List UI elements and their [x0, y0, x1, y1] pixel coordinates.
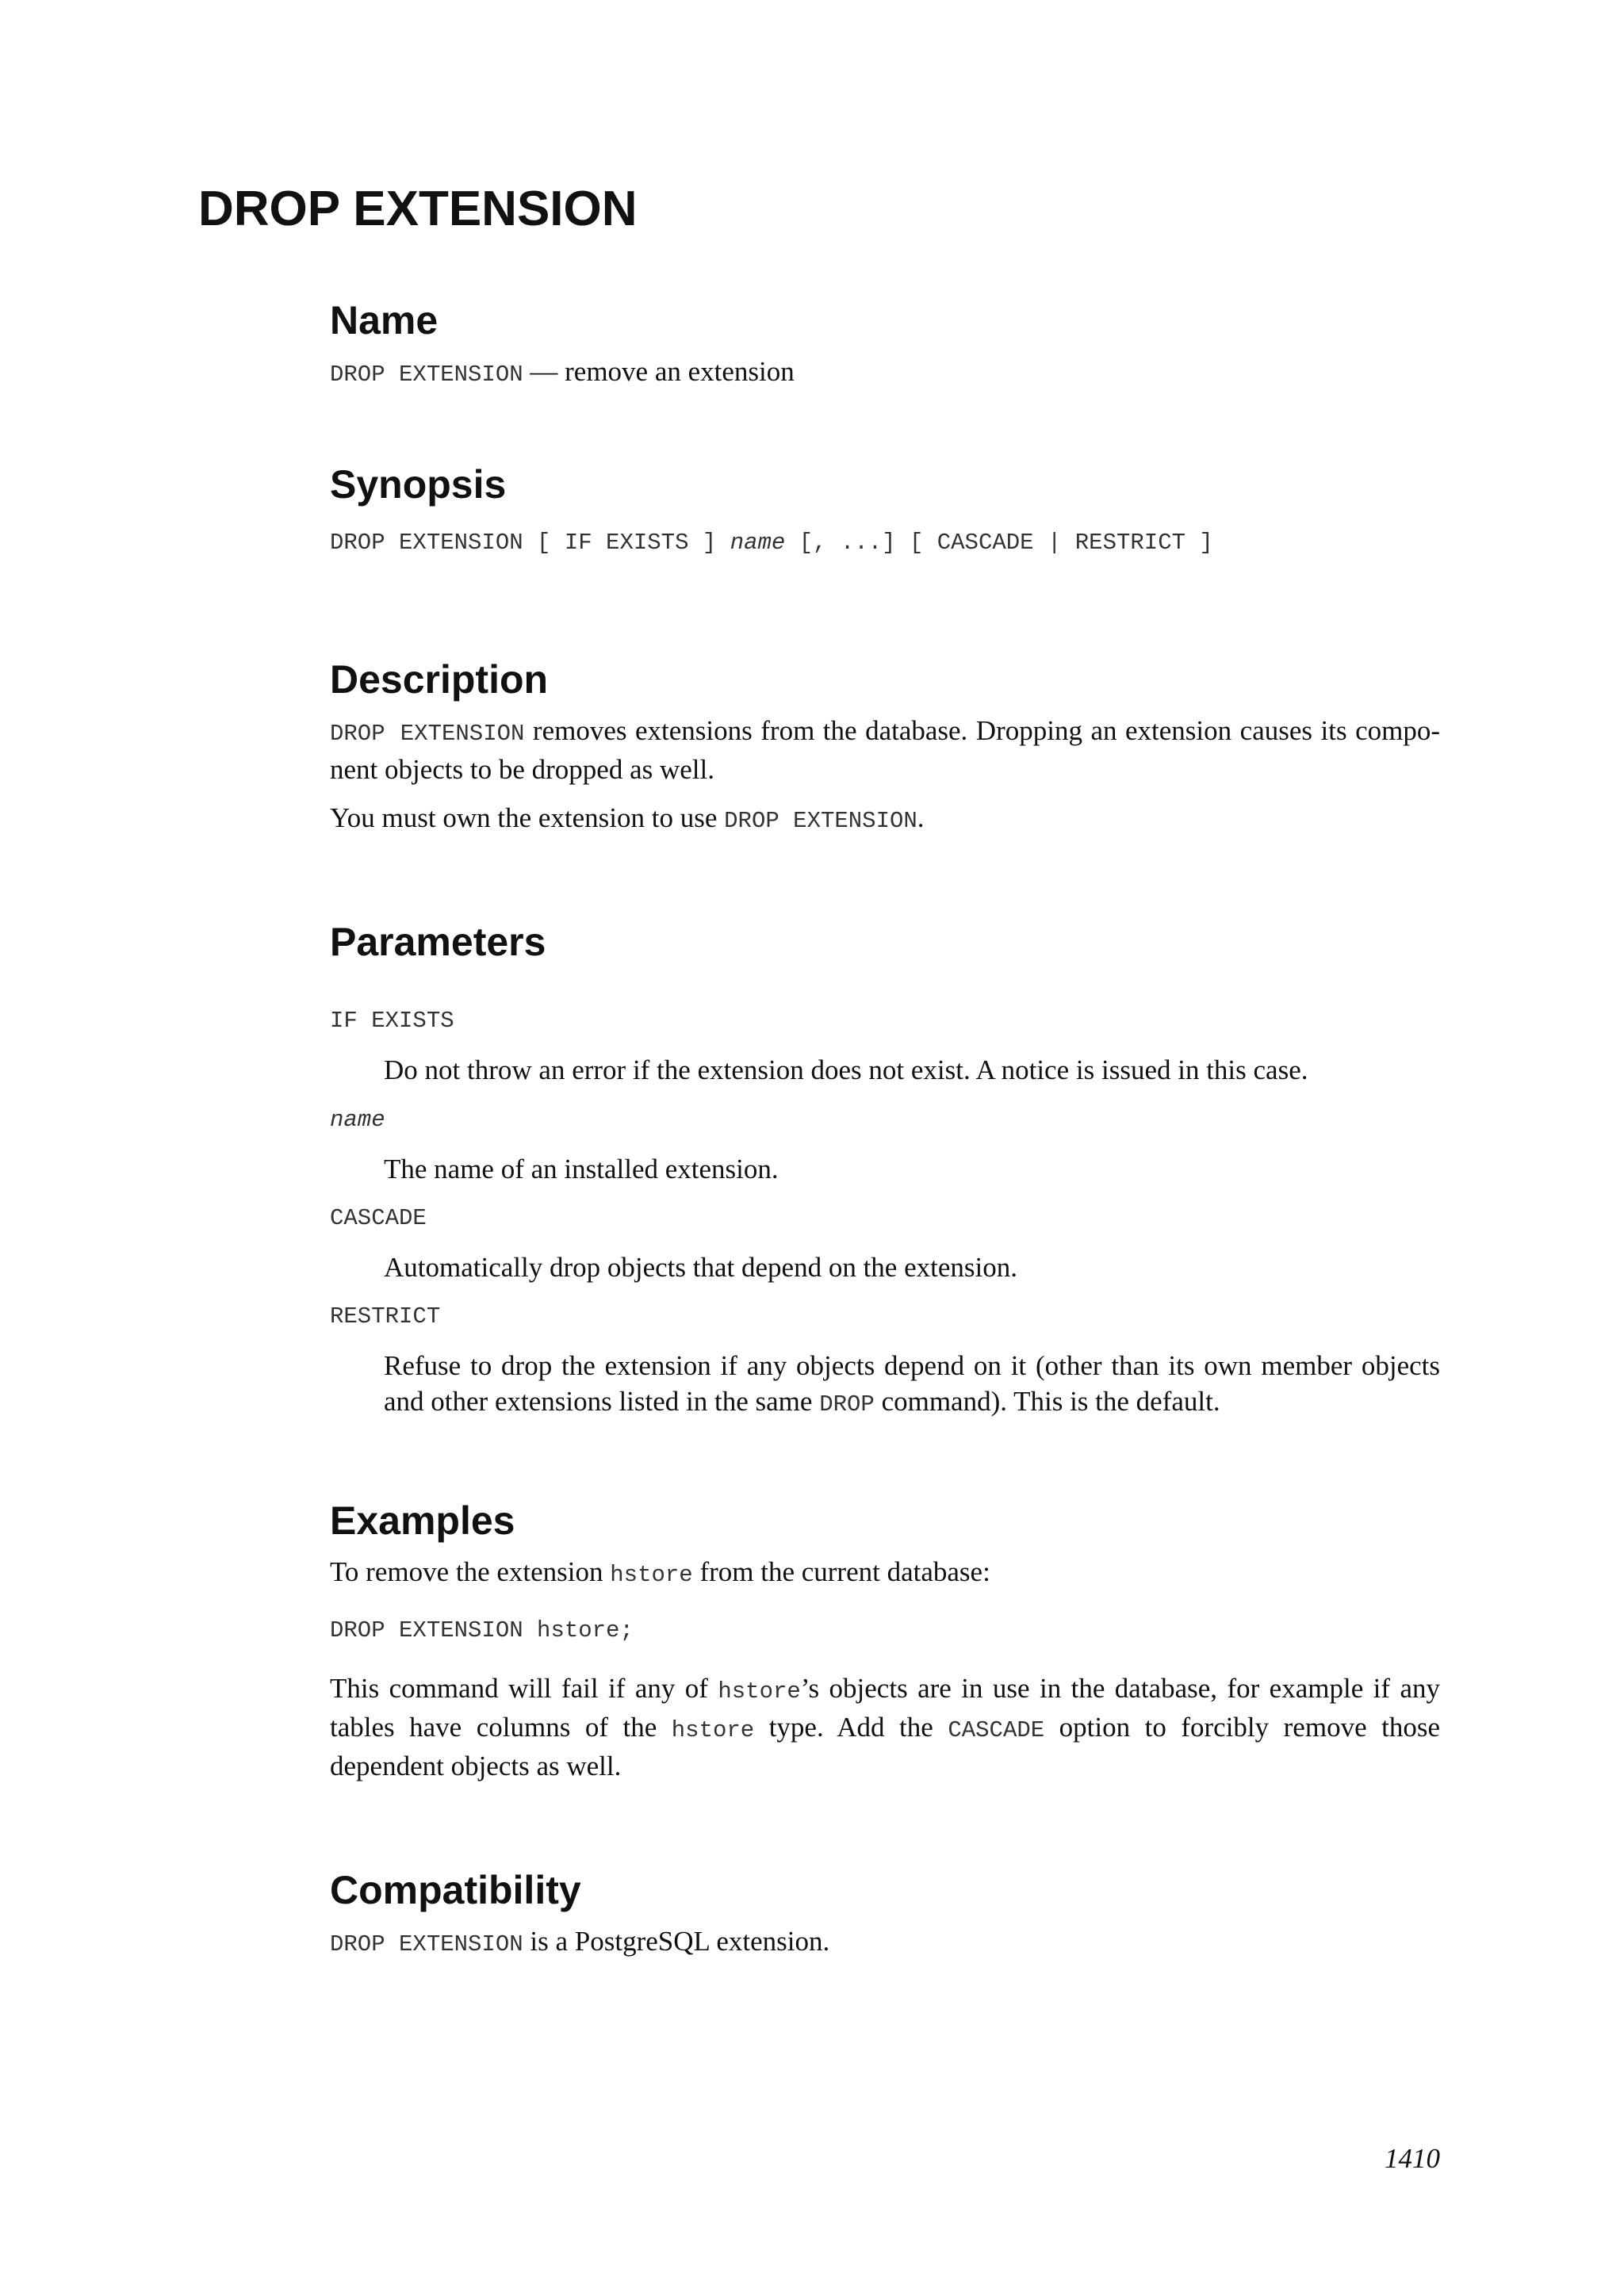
synopsis-part1: DROP EXTENSION [ IF EXISTS ]: [330, 530, 730, 556]
synopsis-heading: Synopsis: [330, 462, 507, 507]
description-p2-text: You must own the extension to use: [330, 802, 725, 833]
compatibility-heading: Compatibility: [330, 1868, 581, 1912]
examples-intro-code: hstore: [610, 1562, 693, 1588]
name-command: DROP EXTENSION: [330, 362, 523, 388]
examples-section: [330, 1497, 1440, 1784]
name-heading: Name: [330, 298, 439, 342]
parameters-section: [330, 918, 1440, 966]
parameters-heading: Parameters: [330, 920, 546, 964]
examples-note-code-2: hstore: [671, 1717, 755, 1743]
param-definition: The name of an installed extension.: [384, 1154, 779, 1184]
restrict-def-b: command). This is the default.: [874, 1386, 1220, 1417]
synopsis-param: name: [730, 530, 786, 556]
description-p1-code: DROP EXTENSION: [330, 721, 525, 747]
compatibility-code: DROP EXTENSION: [330, 1931, 523, 1957]
example-program: DROP EXTENSION hstore;: [330, 1617, 634, 1644]
param-term: CASCADE: [330, 1205, 427, 1231]
examples-note-code-1: hstore: [718, 1678, 801, 1705]
description-heading: Description: [330, 657, 549, 702]
examples-note-code-3: CASCADE: [948, 1717, 1045, 1743]
examples-intro: [330, 1554, 1440, 1593]
description-p2-code: DROP EXTENSION: [724, 808, 917, 834]
restrict-def-a: Refuse to drop the extension if any objects depend on it (other than its own member objects and other extensions listed in the same: [384, 1350, 1440, 1417]
compatibility-section: [330, 1866, 1440, 1962]
description-paragraph-1: [330, 713, 1440, 787]
description-section: [330, 656, 1440, 839]
page-title: DROP EXTENSION: [198, 182, 638, 236]
name-line: [330, 354, 1440, 392]
restrict-def-code: DROP: [819, 1391, 875, 1418]
page-number: 1410: [1385, 2143, 1440, 2174]
examples-note: [330, 1670, 1440, 1784]
synopsis-part2: [, ...] [ CASCADE | RESTRICT ]: [785, 530, 1213, 556]
param-definition: Automatically drop objects that depend on the extension.: [384, 1252, 1017, 1283]
examples-intro-b: from the current database:: [692, 1556, 990, 1587]
synopsis-section: [330, 461, 1440, 559]
examples-note-a: This command will fail if any of: [330, 1673, 718, 1704]
examples-heading: Examples: [330, 1498, 515, 1543]
examples-note-b: ’s objects are in use in the database, for example if any tables have columns of the: [330, 1673, 1440, 1743]
name-section: [330, 297, 1440, 392]
param-term: name: [330, 1107, 385, 1133]
param-term: IF EXISTS: [330, 1008, 454, 1034]
compatibility-paragraph: [330, 1923, 1440, 1962]
synopsis-code: [330, 527, 1440, 559]
description-p2-end: .: [917, 802, 925, 833]
compatibility-text: is a PostgreSQL extension.: [523, 1926, 830, 1957]
description-p1-text: removes extensions from the database. Dropping an extension causes its compo-nent objects to be dropped as well.: [330, 715, 1441, 785]
description-paragraph-2: [330, 800, 1440, 839]
examples-note-c: type. Add the: [754, 1712, 948, 1743]
examples-note-d: option to forcibly remove those dependent objects as well.: [330, 1712, 1440, 1781]
param-definition: [330, 1348, 1440, 1422]
param-definition: Do not throw an error if the extension does not exist. A notice is issued in this case.: [384, 1054, 1308, 1085]
param-term: RESTRICT: [330, 1303, 441, 1330]
examples-intro-a: To remove the extension: [330, 1556, 611, 1587]
name-summary: — remove an extension: [523, 356, 795, 387]
